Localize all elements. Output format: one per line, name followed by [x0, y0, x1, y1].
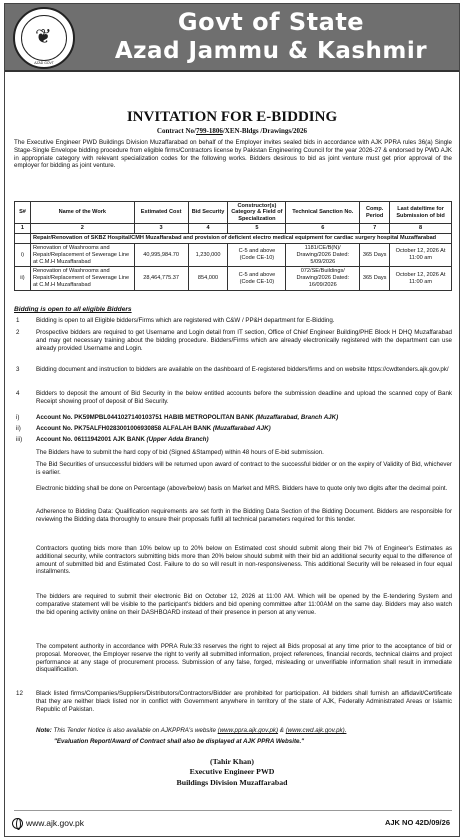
clause-text: The Bid Securities of unsuccessful bidders will be returned upon award of contract to the successful bidder or on the expiry of Validity of Bid, whichever is earlier. — [36, 461, 452, 476]
cell-sn: ii) — [15, 267, 31, 290]
clause-text: Prospective bidders are required to get Username and Login detail from IT section, Office of Chief Engineer Building/PHE Block H DHQ Muzaffarabad and may get necessary training about the bidding procedure. Bidders/Firms which are already electronically registered with the department can use already provided Username and Login. — [36, 329, 452, 352]
ad-reference: AJK NO 42D/09/26 — [384, 818, 450, 827]
clause-10 — [14, 593, 452, 616]
signatory-designation: Executive Engineer PWD — [189, 767, 275, 776]
clause-text: Bidding document and instruction to bidders are available on the dashboard of E-registered bidders/firms and on website https://cwdtenders.ajk.gov.pk/ — [36, 366, 449, 373]
account-branch: (Muzaffarabad AJK) — [212, 425, 271, 432]
index-cell: 1 — [15, 224, 31, 234]
footer-website[interactable] — [12, 818, 84, 829]
cell-category: C-5 and above (Code CE-10) — [228, 243, 286, 266]
ppra-link[interactable]: (www.ppra.ajk.gov.pk) — [217, 727, 279, 734]
bank-account-1 — [14, 414, 338, 422]
note-prefix: Note: — [36, 727, 52, 734]
account-branch: (Muzaffarabad, Branch AJK) — [255, 414, 339, 421]
signatory-office: Buildings Division Muzaffarabad — [176, 778, 288, 787]
website-text: www.ajk.gov.pk — [26, 818, 84, 829]
clause-6 — [14, 461, 452, 477]
clause-4 — [14, 390, 452, 406]
clause-text: Black listed firms/Companies/Suppliers/Distributors/Contractors/Bidder are prohibited for participation. All bidders shall furnish an affidavit/Certificate that they are neither black listed nor in conflict with Government anywhere in territory of the state of AJK, Federally Administrated Areas or Islamic Republic of Pakistan. — [36, 690, 452, 713]
index-cell: 3 — [134, 224, 188, 234]
cell-cost: 28,464,775.37 — [134, 267, 188, 290]
bank-account-2 — [14, 425, 271, 433]
col-header: S# — [15, 202, 31, 224]
intro-paragraph: The Executive Engineer PWD Buildings Division Muzaffarabad on behalf of the Employer invites sealed bids in accordance with AJK PPRA rules 36(a) Single Stage-Single Envelope bidding procedure from eligible firms/Contractors license by Pakistan Engineering Council for the year 2026-27 & endorsed by PWD AJK in appropriate category with relevant specialization codes for the following works. Bidders desirous to bid as joint venture must get prior approval of the employer for bidding as joint venture. — [14, 139, 452, 170]
clause-1 — [14, 317, 452, 325]
index-cell: 2 — [30, 224, 134, 234]
col-header: Last date/time for Submission of bid — [390, 202, 452, 224]
clause-9 — [14, 545, 452, 576]
cell-sanction: 072/SE/Buildings/ Drawing/2026 Dated: 16/09/2026 — [286, 267, 360, 290]
masthead-line2: Azad Jammu & Kashmir — [114, 38, 428, 64]
account-label: Account No. PK75ALFH0283001006930858 ALFALAH BANK — [36, 425, 212, 432]
cell-period: 365 Days — [360, 267, 390, 290]
clause-3 — [14, 366, 452, 374]
cell-sn: i) — [15, 243, 31, 266]
group-title-row — [15, 234, 452, 244]
col-header: Bid Security — [188, 202, 228, 224]
cwd-link[interactable]: (www.cwd.ajk.gov.pk). — [285, 727, 347, 734]
cell-security: 1,230,000 — [188, 243, 228, 266]
clause-text: Contractors quoting bids more than 10% below up to 20% below on Estimated cost should submit along their bid 7% of Engineer's Estimates as additional security, while contractors submitting bids more than 20% below should submit with their bid an additional security equal to the difference of amount of submitted bid and Estimated Cost. Failure to do so will result in non-responsiveness. This additional Security will be released in four equal installments. — [36, 545, 452, 576]
table-header-row — [15, 202, 452, 224]
government-seal-icon: ❦ AZAD GOVT — [13, 7, 75, 69]
works-table — [14, 201, 452, 291]
table-row — [15, 243, 452, 266]
clause-2 — [14, 329, 452, 352]
clause-number: 2 — [16, 329, 20, 336]
account-label: Account No. 06111942001 AJK BANK — [36, 436, 145, 443]
index-cell: 7 — [360, 224, 390, 234]
masthead-line1: Govt of State — [177, 8, 365, 36]
cell-sanction: 1181/CE/B(N)/ Drawing/2026 Dated: 5/09/2026 — [286, 243, 360, 266]
cell-deadline: October 12, 2026 At 11:00 am — [390, 243, 452, 266]
note-text: This Tender Notice is also available on AJKPPRA's website — [53, 727, 216, 734]
clause-number: 4 — [16, 390, 20, 397]
index-cell: 5 — [228, 224, 286, 234]
clause-text: Bidding is open to all Eligible bidders/Firms which are registered with C&W / PP&H department for E-Bidding. — [36, 317, 335, 324]
col-header: Name of the Work — [30, 202, 134, 224]
masthead — [5, 4, 459, 72]
open-bidding-heading: Bidding is open to all eligible Bidders — [14, 306, 132, 313]
group-title: Repair/Renovation of SKBZ Hospital/CMH Muzaffarabad and provision of deficient electro medical equipment for cardiac surgery hospital Muzaffarabad — [30, 234, 451, 244]
table-index-row — [15, 224, 452, 234]
clause-number: 1 — [16, 317, 20, 324]
account-number-label: i) — [16, 414, 20, 421]
account-number-label: ii) — [16, 425, 21, 432]
clause-text: The Bidders have to submit the hard copy of bid (Signed &Stamped) within 48 hours of E-bid submission. — [36, 449, 324, 456]
clause-number: 3 — [16, 366, 20, 373]
cell-security: 854,000 — [188, 267, 228, 290]
signatory-name: (Tahir Khan) — [210, 757, 254, 766]
table-row — [15, 267, 452, 290]
cell-deadline: October 12, 2026 At 11:00 am — [390, 267, 452, 290]
cell-work: Renovation of Washrooms and Repair/Replacement of Sewerage Line at C.M.H Muzaffarabad — [30, 267, 134, 290]
account-branch: (Upper Adda Branch) — [146, 436, 209, 443]
col-header: Technical Sanction No. — [286, 202, 360, 224]
account-label: Account No. PK59MPBL0441027140103751 HABIB METROPOLITAN BANK — [36, 414, 254, 421]
contract-number: Contract No/799-1806/XEN-Bldgs /Drawings/2026 — [156, 127, 308, 135]
cell-cost: 40,995,984.70 — [134, 243, 188, 266]
cell-category: C-5 and above (Code CE-10) — [228, 267, 286, 290]
note-line — [14, 727, 452, 735]
note-amp: & — [279, 727, 284, 734]
clause-text: Bidders to deposit the amount of Bid Security in the below entitled accounts before the submission deadline and upload the scanned copy of Bank Receipt showing proof of deposit of Bid Security. — [36, 390, 452, 405]
clause-text: Electronic bidding shall be done on Percentage (above/below) basis on Market and MRS. Bidders have to quote only two digits after the decimal point. — [36, 485, 448, 492]
globe-icon — [12, 818, 23, 829]
clause-text: The bidders are required to submit their electronic Bid on October 12, 2026 at 11:00 AM. Which will be opened by the E-tendering System and comparative statement will be visible to the participant's bidders and bid opening committee after 11:00AM on the same day. Bidders may also watch the bid opening activity online on their DASHBOARD instead of their presence in person at any venue. — [36, 593, 452, 616]
clause-12 — [14, 690, 452, 713]
col-header: Constructor(s) Category & Field of Specialization — [228, 202, 286, 224]
clause-number: 12 — [16, 690, 23, 697]
clause-8 — [14, 508, 452, 524]
account-number-label: iii) — [16, 436, 23, 443]
footer-divider — [14, 810, 452, 811]
cell-work: Renovation of Washrooms and Repair/Replacement of Sewerage Line at C.M.H Muzaffarabad — [30, 243, 134, 266]
clause-5 — [14, 449, 452, 457]
page-title: INVITATION FOR E-BIDDING — [126, 109, 338, 125]
bank-account-3 — [14, 436, 209, 444]
cell-period: 365 Days — [360, 243, 390, 266]
index-cell: 4 — [188, 224, 228, 234]
clause-text: The competent authority in accordance with PPRA Rule:33 reserves the right to reject all Bids proposal at any time prior to the acceptance of bid or proposal. Moreover, the Employer reserve the right to verify all submitted information, project references, financial records, technical claims and project performance at any stage of procurement process. Submission of any false, forged, misleading or unverifiable information shall result in immediate disqualification. — [36, 643, 452, 674]
index-cell: 6 — [286, 224, 360, 234]
col-header: Estimated Cost — [134, 202, 188, 224]
clause-11 — [14, 643, 452, 674]
clause-text: Adherence to Bidding Data: Qualification requirements are set forth in the Bidding Data Section of the Bidding Document. Bidders are responsible for reviewing the Bidding data thoroughly to ensure their proposals fulfill all technical parameters required for this tender. — [36, 508, 452, 523]
clause-7 — [14, 485, 452, 493]
col-header: Comp. Period — [360, 202, 390, 224]
evaluation-note: "Evaluation Report/Award of Contract shall also be displayed at AJK PPRA Website." — [54, 738, 305, 745]
index-cell: 8 — [390, 224, 452, 234]
